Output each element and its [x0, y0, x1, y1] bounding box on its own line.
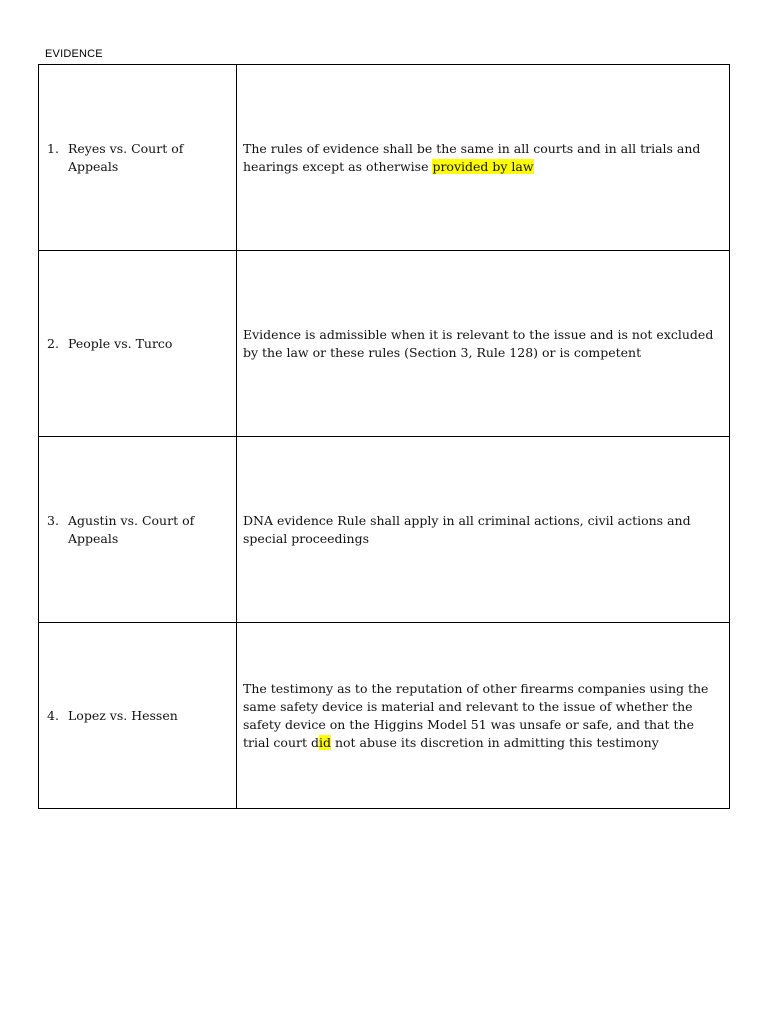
- ruling-cell: [237, 623, 730, 809]
- case-cell: [39, 623, 237, 809]
- ruling-text: [237, 140, 729, 176]
- case-number: 4.: [47, 707, 59, 723]
- ruling-text-part: DNA evidence Rule shall apply in all criminal actions, civil actions and special proceedings: [243, 512, 691, 546]
- case-cell: [39, 437, 237, 623]
- case-name: Agustin vs. Court of Appeals: [68, 512, 195, 546]
- highlighted-text: provided by law: [432, 158, 534, 174]
- case-number: 2.: [47, 335, 59, 351]
- table-row: [39, 437, 730, 623]
- ruling-text-part: The rules of evidence shall be the same in all courts and in all trials and hearings except as otherwise: [243, 140, 701, 174]
- ruling-text-part: not abuse its discretion in admitting this testimony: [330, 734, 659, 750]
- document-heading: EVIDENCE: [45, 48, 103, 60]
- table-row: [39, 623, 730, 809]
- cases-table: [38, 64, 730, 809]
- ruling-text: [237, 512, 729, 548]
- ruling-text: [237, 326, 729, 362]
- case-number: 1.: [47, 140, 59, 156]
- case-number: 3.: [47, 512, 59, 528]
- ruling-text-part: Evidence is admissible when it is relevant to the issue and is not excluded by the law or these rules (Section 3, Rule 128) or is competent: [243, 326, 714, 360]
- ruling-text-part: The testimony as to the reputation of other firearms companies using the same safety device is material and relevant to the issue of whether the safety device on the Higgins Model 51 was unsafe or safe, and that the trial court d: [243, 680, 709, 750]
- ruling-cell: [237, 437, 730, 623]
- highlighted-text: id: [318, 734, 331, 750]
- case-cell: [39, 251, 237, 437]
- table-row: [39, 65, 730, 251]
- case-cell: [39, 65, 237, 251]
- ruling-cell: [237, 251, 730, 437]
- case-name: People vs. Turco: [68, 335, 173, 351]
- case-name: Reyes vs. Court of Appeals: [68, 140, 184, 174]
- table-row: [39, 251, 730, 437]
- ruling-text: [237, 680, 729, 752]
- ruling-cell: [237, 65, 730, 251]
- case-name: Lopez vs. Hessen: [68, 707, 178, 723]
